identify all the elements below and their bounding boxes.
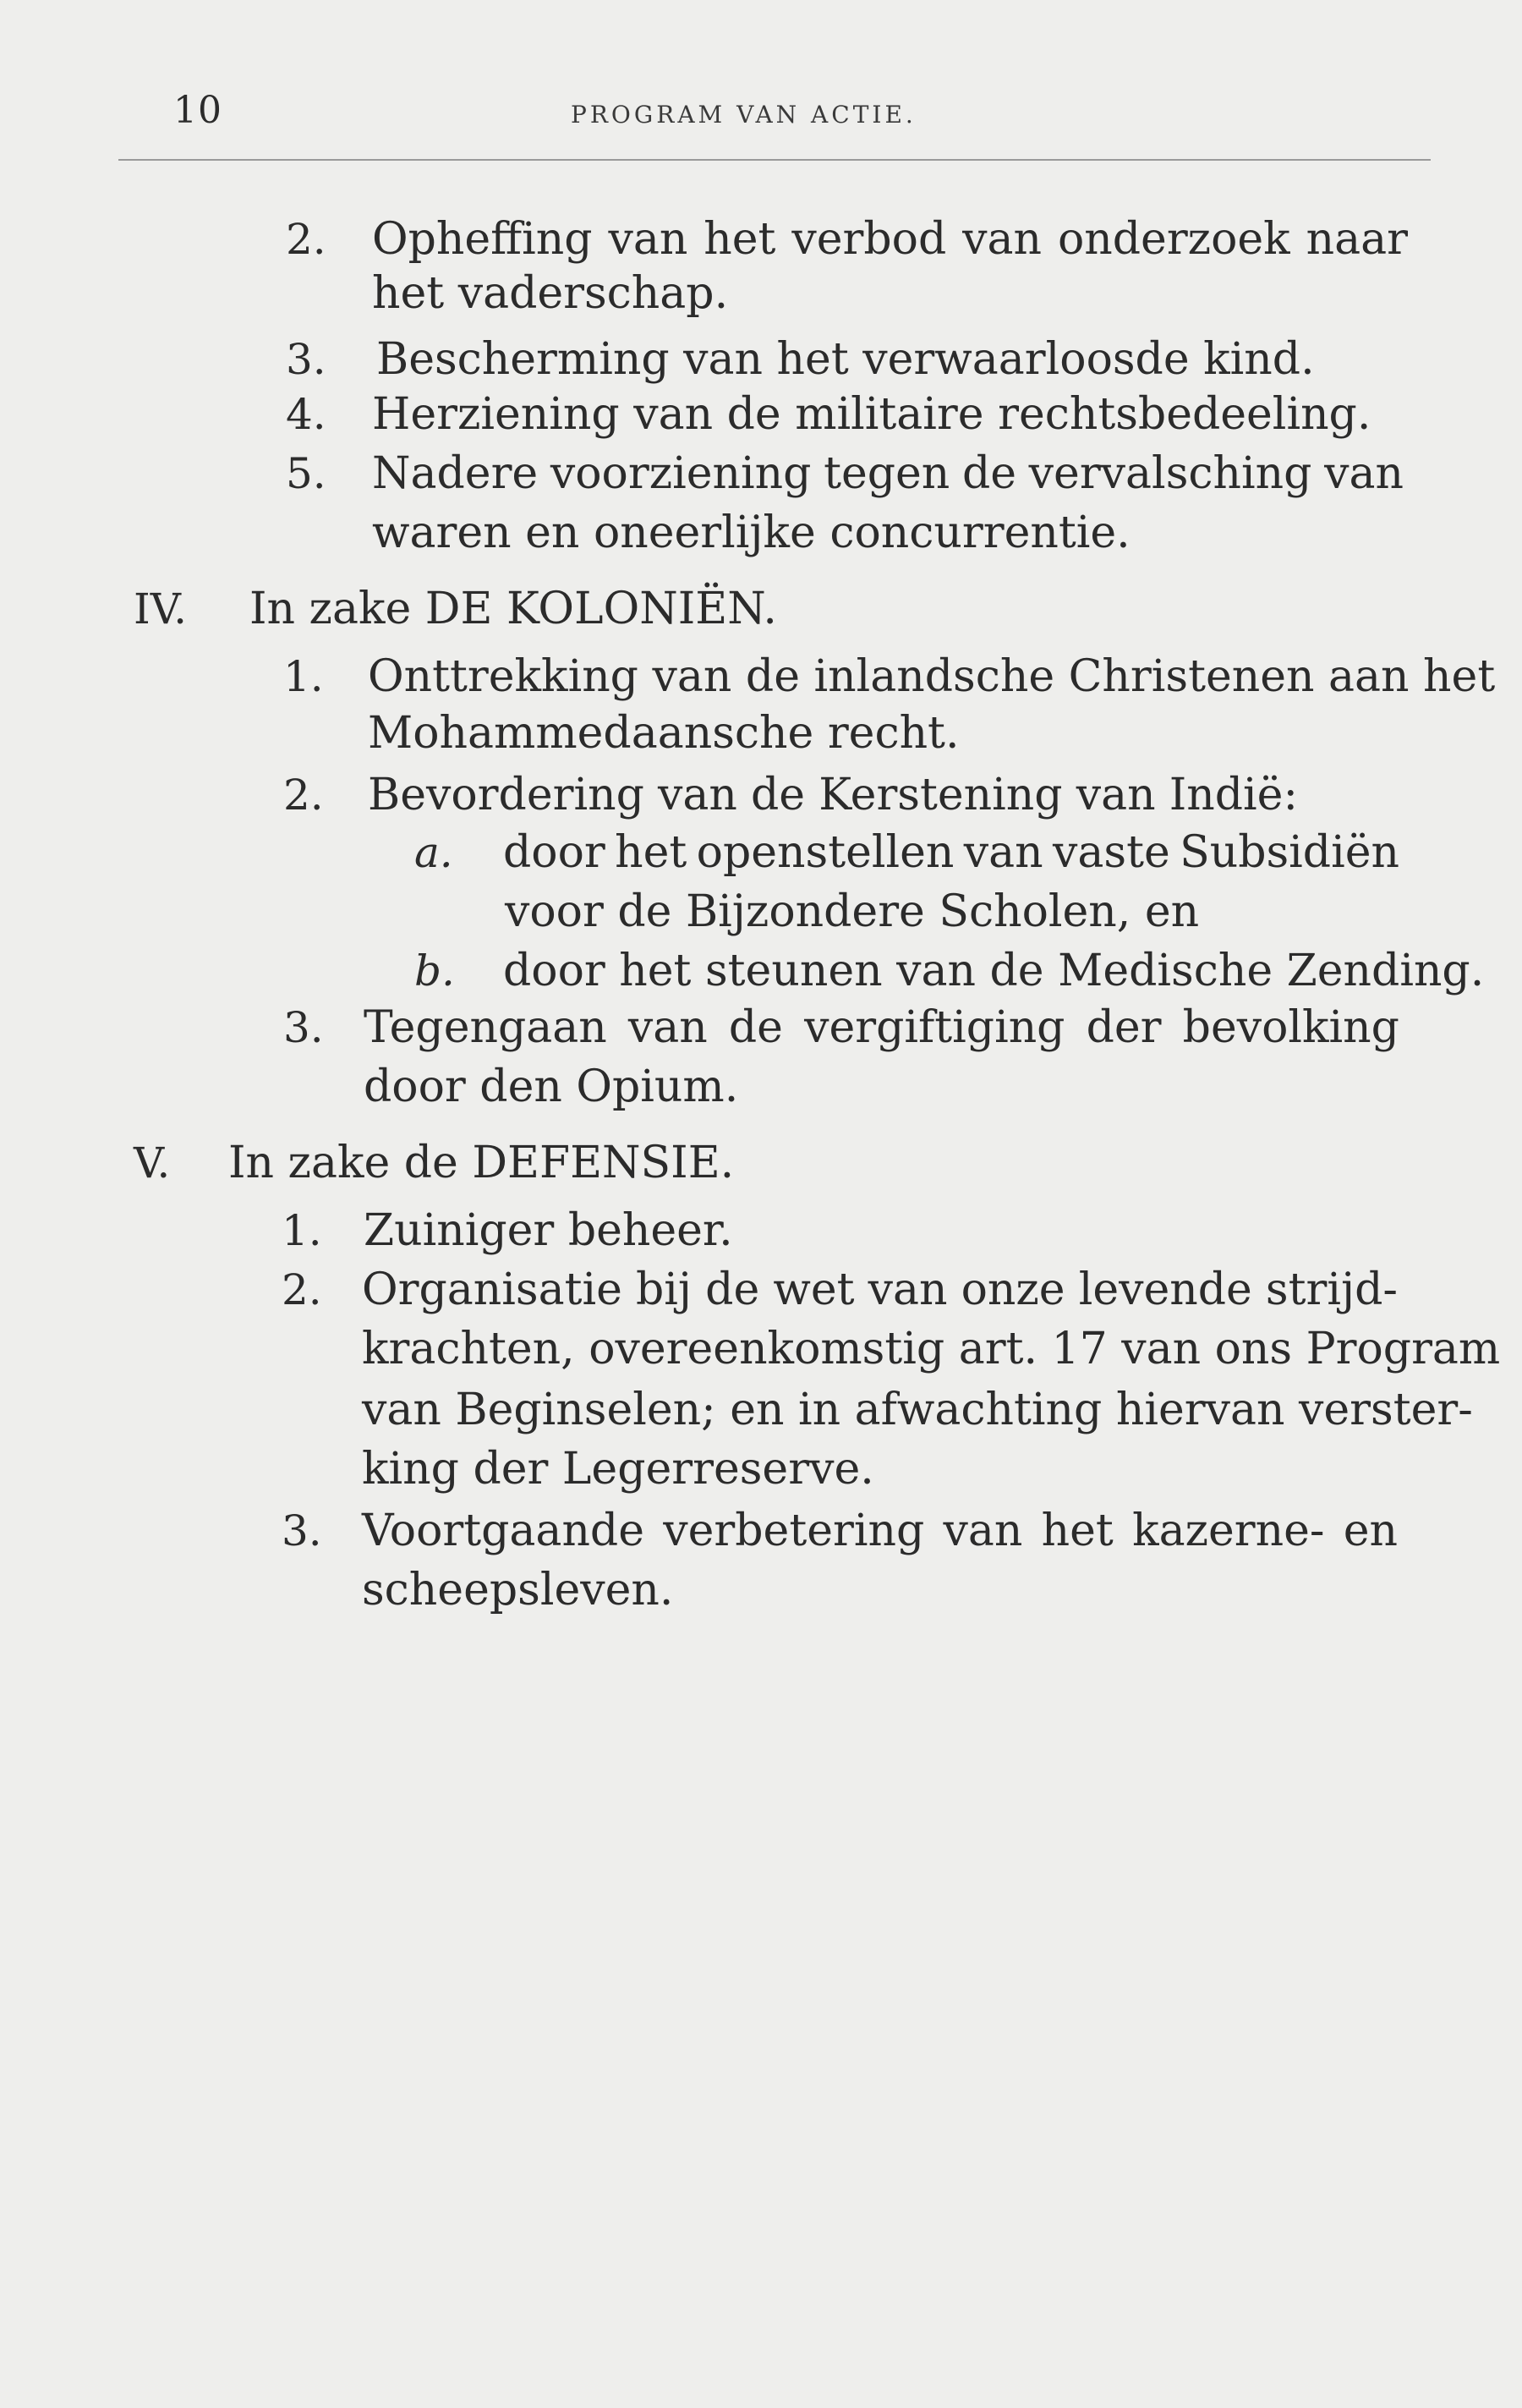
word: Voortgaande [362,1506,644,1556]
word: van [962,214,1043,265]
list-item-line: voor de Bijzondere Scholen, en [505,886,1200,937]
subitem-label: a. [414,828,453,877]
list-item-line: Onttrekking van de inlandsche Christenen aan het [368,651,1496,702]
word: strijd- [1265,1264,1398,1315]
word: Subsidiën [1180,827,1399,878]
item-number: 5. [286,449,326,498]
word: verbod [791,214,947,265]
word: van [1324,448,1404,499]
page-header [118,89,1421,148]
item-number: 3. [286,335,326,384]
item-number: 1. [283,652,324,701]
word: van [1076,770,1156,820]
running-title: PROGRAM VAN ACTIE. [571,101,917,129]
list-item-line [364,1002,1399,1053]
word: het [1041,1506,1114,1556]
list-item-line [372,448,1404,499]
list-item-line [362,1506,1398,1556]
item-number: 2. [286,215,326,264]
item-number: 4. [286,390,326,439]
word: van [963,827,1043,878]
word: voorziening [550,448,812,499]
word: levende [1078,1264,1252,1315]
word: de [705,1264,760,1315]
word: wet [773,1264,855,1315]
word: vergiftiging [804,1002,1065,1053]
word: Indië: [1169,770,1298,820]
word: bevolking [1182,1002,1399,1053]
word: bij [636,1264,693,1315]
word: Kerstening [818,770,1063,820]
list-item-line: waren en oneerlijke concurrentie. [372,507,1131,558]
list-item-line [503,827,1399,878]
word: Organisatie [362,1264,622,1315]
word: Opheffing [372,214,593,265]
subitem-label: b. [414,946,455,996]
item-number: 2. [283,771,324,820]
word: Tegengaan [364,1002,607,1053]
list-item-line: door den Opium. [364,1061,739,1112]
word: onderzoek [1057,214,1290,265]
section-heading: In zake de DEFENSIE. [228,1138,735,1188]
section-numeral: V. [134,1138,171,1188]
list-item-line: king der Legerreserve. [362,1444,874,1495]
item-number: 1. [282,1206,322,1255]
word: van [608,214,688,265]
word: vervalsching [1028,448,1312,499]
item-number: 3. [282,1506,322,1555]
list-item-line: door het steunen van de Medische Zending. [503,946,1485,996]
word: verbetering [663,1506,925,1556]
word: van [658,770,737,820]
list-item-line: scheepsleven. [362,1565,674,1615]
section-heading: In zake DE KOLONIËN. [249,584,777,634]
word: tegen [824,448,950,499]
list-item-line: Zuiniger beheer. [364,1205,733,1256]
item-number: 2. [282,1265,322,1314]
word: onze [961,1264,1065,1315]
list-item-line: Mohammedaansche recht. [368,708,960,759]
word: de [751,770,806,820]
word: van [868,1264,948,1315]
list-item-line: krachten, overeenkomstig art. 17 van ons Program [362,1324,1501,1374]
header-rule [118,159,1431,161]
word: Nadere [372,448,539,499]
word: naar [1306,214,1408,265]
word: de [961,448,1017,499]
word: door [503,827,605,878]
item-number: 3. [283,1003,324,1052]
list-item-line: het vaderschap. [372,268,729,319]
word: het [615,827,687,878]
word: openstellen [696,827,955,878]
page-number: 10 [173,89,222,132]
word: het [704,214,776,265]
list-item-line [368,770,1298,820]
word: van [943,1506,1023,1556]
list-item-line: van Beginselen; en in afwachting hiervan verster- [362,1385,1473,1435]
word: en [1343,1506,1398,1556]
list-item-line [372,214,1408,265]
word: Bevordering [368,770,644,820]
list-item-line: Bescherming van het verwaarloosde kind. [376,334,1315,385]
word: kazerne- [1132,1506,1325,1556]
word: der [1086,1002,1162,1053]
list-item-line [362,1264,1398,1315]
list-item-line: Herziening van de militaire rechtsbedeeling. [372,389,1371,440]
section-numeral: IV. [134,584,188,634]
word: de [728,1002,783,1053]
word: van [627,1002,708,1053]
word: vaste [1053,827,1170,878]
